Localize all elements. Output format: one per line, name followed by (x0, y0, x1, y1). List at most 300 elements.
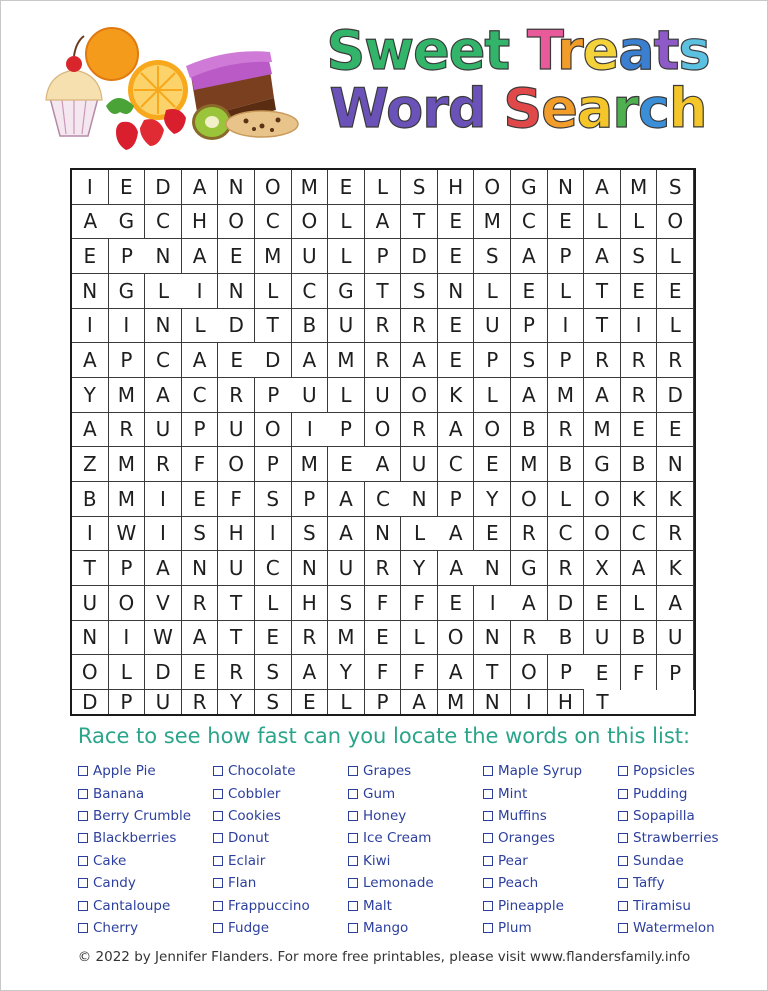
grid-cell[interactable]: B (548, 447, 585, 482)
grid-cell[interactable]: E (182, 655, 219, 690)
grid-cell[interactable]: W (109, 517, 146, 552)
checkbox-icon[interactable] (78, 811, 88, 821)
grid-cell[interactable]: P (292, 482, 329, 517)
grid-cell[interactable]: S (621, 239, 658, 274)
grid-cell[interactable]: P (548, 655, 585, 690)
grid-cell[interactable]: E (511, 274, 548, 309)
checkbox-icon[interactable] (348, 856, 358, 866)
grid-cell[interactable]: O (474, 413, 511, 448)
checkbox-icon[interactable] (348, 923, 358, 933)
grid-cell[interactable]: A (182, 239, 219, 274)
grid-cell[interactable]: U (218, 413, 255, 448)
grid-cell[interactable]: A (438, 655, 475, 690)
word-list-item[interactable] (213, 782, 348, 804)
grid-cell[interactable]: R (621, 378, 658, 413)
grid-cell[interactable]: L (657, 309, 694, 344)
grid-cell[interactable]: P (109, 551, 146, 586)
word-list-item[interactable] (483, 894, 618, 916)
grid-cell[interactable]: C (255, 551, 292, 586)
checkbox-icon[interactable] (483, 789, 493, 799)
word-list-item[interactable] (213, 827, 348, 849)
grid-cell[interactable]: O (218, 205, 255, 240)
grid-cell[interactable]: D (145, 170, 182, 205)
grid-cell[interactable]: F (401, 586, 438, 621)
grid-cell[interactable]: L (621, 205, 658, 240)
checkbox-icon[interactable] (78, 878, 88, 888)
word-list-item[interactable] (618, 782, 753, 804)
grid-cell[interactable]: E (255, 621, 292, 656)
grid-cell[interactable]: G (584, 447, 621, 482)
checkbox-icon[interactable] (348, 766, 358, 776)
word-list-item[interactable] (348, 894, 483, 916)
grid-cell[interactable]: T (218, 586, 255, 621)
grid-cell[interactable]: L (255, 274, 292, 309)
grid-cell[interactable]: T (584, 274, 621, 309)
grid-cell[interactable]: P (255, 447, 292, 482)
grid-cell[interactable]: A (365, 205, 402, 240)
grid-cell[interactable]: T (584, 309, 621, 344)
grid-cell[interactable]: L (548, 482, 585, 517)
grid-cell[interactable]: M (511, 447, 548, 482)
grid-cell[interactable]: T (474, 655, 511, 690)
grid-cell[interactable]: L (109, 655, 146, 690)
grid-cell[interactable]: H (218, 517, 255, 552)
grid-cell[interactable]: U (328, 551, 365, 586)
grid-cell[interactable]: A (621, 551, 658, 586)
grid-cell[interactable]: E (584, 655, 621, 690)
grid-cell[interactable]: M (438, 690, 475, 714)
grid-cell[interactable]: O (474, 170, 511, 205)
word-list-item[interactable] (618, 872, 753, 894)
grid-cell[interactable]: E (474, 517, 511, 552)
checkbox-icon[interactable] (618, 878, 628, 888)
grid-cell[interactable]: A (72, 343, 109, 378)
grid-cell[interactable]: D (72, 690, 109, 714)
grid-cell[interactable]: M (548, 378, 585, 413)
grid-cell[interactable]: P (365, 690, 402, 714)
grid-cell[interactable]: P (255, 378, 292, 413)
grid-cell[interactable]: L (255, 586, 292, 621)
grid-cell[interactable]: O (292, 205, 329, 240)
grid-cell[interactable]: E (657, 274, 694, 309)
word-list-item[interactable] (213, 850, 348, 872)
grid-cell[interactable]: L (548, 274, 585, 309)
word-list-item[interactable] (348, 850, 483, 872)
grid-cell[interactable]: Y (474, 482, 511, 517)
checkbox-icon[interactable] (348, 901, 358, 911)
word-list-item[interactable] (348, 917, 483, 939)
grid-cell[interactable]: P (109, 690, 146, 714)
grid-cell[interactable]: U (292, 239, 329, 274)
grid-cell[interactable]: S (474, 239, 511, 274)
grid-cell[interactable]: O (255, 413, 292, 448)
grid-cell[interactable]: C (292, 274, 329, 309)
grid-cell[interactable]: D (401, 239, 438, 274)
word-list-item[interactable] (618, 894, 753, 916)
grid-cell[interactable]: A (584, 239, 621, 274)
grid-cell[interactable]: K (621, 482, 658, 517)
grid-cell[interactable]: G (328, 274, 365, 309)
grid-cell[interactable]: I (145, 482, 182, 517)
checkbox-icon[interactable] (348, 878, 358, 888)
grid-cell[interactable]: A (328, 517, 365, 552)
grid-cell[interactable]: X (584, 551, 621, 586)
grid-cell[interactable]: S (255, 690, 292, 714)
checkbox-icon[interactable] (213, 878, 223, 888)
checkbox-icon[interactable] (618, 856, 628, 866)
checkbox-icon[interactable] (348, 789, 358, 799)
grid-cell[interactable]: S (328, 586, 365, 621)
grid-cell[interactable]: S (292, 517, 329, 552)
grid-cell[interactable]: E (621, 274, 658, 309)
grid-cell[interactable]: R (511, 517, 548, 552)
grid-cell[interactable]: C (548, 517, 585, 552)
word-list-item[interactable] (213, 894, 348, 916)
grid-cell[interactable]: D (548, 586, 585, 621)
grid-cell[interactable]: U (72, 586, 109, 621)
grid-cell[interactable]: N (548, 170, 585, 205)
grid-cell[interactable]: G (109, 274, 146, 309)
grid-cell[interactable]: D (218, 309, 255, 344)
grid-cell[interactable]: H (548, 690, 585, 714)
grid-cell[interactable]: N (72, 621, 109, 656)
grid-cell[interactable]: R (365, 309, 402, 344)
grid-cell[interactable]: S (401, 170, 438, 205)
grid-cell[interactable]: E (438, 205, 475, 240)
grid-cell[interactable]: E (438, 309, 475, 344)
word-list-item[interactable] (483, 827, 618, 849)
grid-cell[interactable]: Y (72, 378, 109, 413)
grid-cell[interactable]: I (109, 309, 146, 344)
grid-cell[interactable]: A (365, 447, 402, 482)
grid-cell[interactable]: N (218, 170, 255, 205)
checkbox-icon[interactable] (483, 833, 493, 843)
grid-cell[interactable]: M (109, 378, 146, 413)
grid-cell[interactable]: O (584, 517, 621, 552)
grid-cell[interactable]: I (621, 309, 658, 344)
checkbox-icon[interactable] (78, 856, 88, 866)
grid-cell[interactable]: N (72, 274, 109, 309)
grid-cell[interactable]: A (182, 621, 219, 656)
checkbox-icon[interactable] (483, 923, 493, 933)
grid-cell[interactable]: O (511, 482, 548, 517)
grid-cell[interactable]: N (365, 517, 402, 552)
grid-cell[interactable]: M (292, 170, 329, 205)
grid-cell[interactable]: C (255, 205, 292, 240)
grid-cell[interactable]: R (292, 621, 329, 656)
checkbox-icon[interactable] (618, 811, 628, 821)
word-list-item[interactable] (213, 872, 348, 894)
grid-cell[interactable]: B (511, 413, 548, 448)
grid-cell[interactable]: A (182, 343, 219, 378)
grid-cell[interactable]: T (365, 274, 402, 309)
word-list-item[interactable] (348, 760, 483, 782)
grid-cell[interactable]: A (401, 343, 438, 378)
grid-cell[interactable]: I (474, 586, 511, 621)
grid-cell[interactable]: U (584, 621, 621, 656)
grid-cell[interactable]: E (218, 239, 255, 274)
checkbox-icon[interactable] (348, 833, 358, 843)
word-list-item[interactable] (78, 850, 213, 872)
word-list-item[interactable] (78, 894, 213, 916)
grid-cell[interactable]: P (365, 239, 402, 274)
grid-cell[interactable]: R (401, 309, 438, 344)
grid-cell[interactable]: M (292, 447, 329, 482)
grid-cell[interactable]: M (474, 205, 511, 240)
grid-cell[interactable]: R (218, 378, 255, 413)
grid-cell[interactable]: F (218, 482, 255, 517)
grid-cell[interactable]: C (145, 205, 182, 240)
grid-cell[interactable]: O (218, 447, 255, 482)
checkbox-icon[interactable] (483, 811, 493, 821)
word-list-item[interactable] (348, 782, 483, 804)
grid-cell[interactable]: I (255, 517, 292, 552)
grid-cell[interactable]: U (365, 378, 402, 413)
word-list-item[interactable] (483, 872, 618, 894)
grid-cell[interactable]: P (548, 239, 585, 274)
grid-cell[interactable]: I (182, 274, 219, 309)
checkbox-icon[interactable] (213, 923, 223, 933)
grid-cell[interactable]: E (621, 413, 658, 448)
checkbox-icon[interactable] (78, 789, 88, 799)
grid-cell[interactable]: Y (328, 655, 365, 690)
grid-cell[interactable]: A (657, 586, 694, 621)
grid-cell[interactable]: N (474, 621, 511, 656)
grid-cell[interactable]: O (109, 586, 146, 621)
grid-cell[interactable]: K (438, 378, 475, 413)
word-list-item[interactable] (348, 827, 483, 849)
grid-cell[interactable]: M (584, 413, 621, 448)
grid-cell[interactable]: E (365, 621, 402, 656)
grid-cell[interactable]: M (328, 621, 365, 656)
grid-cell[interactable]: O (657, 205, 694, 240)
grid-cell[interactable]: R (401, 413, 438, 448)
grid-cell[interactable]: N (474, 551, 511, 586)
grid-cell[interactable]: K (657, 482, 694, 517)
grid-cell[interactable]: N (401, 482, 438, 517)
grid-cell[interactable]: T (401, 205, 438, 240)
grid-cell[interactable]: P (438, 482, 475, 517)
grid-cell[interactable]: N (438, 274, 475, 309)
word-list-item[interactable] (78, 827, 213, 849)
grid-cell[interactable]: E (474, 447, 511, 482)
grid-cell[interactable]: D (255, 343, 292, 378)
grid-cell[interactable]: A (145, 551, 182, 586)
grid-cell[interactable]: R (182, 690, 219, 714)
grid-cell[interactable]: L (365, 170, 402, 205)
checkbox-icon[interactable] (213, 766, 223, 776)
grid-cell[interactable]: W (145, 621, 182, 656)
grid-cell[interactable]: P (328, 413, 365, 448)
word-list-item[interactable] (483, 850, 618, 872)
grid-cell[interactable]: I (145, 517, 182, 552)
grid-cell[interactable]: T (72, 551, 109, 586)
grid-cell[interactable]: U (657, 621, 694, 656)
grid-cell[interactable]: L (145, 274, 182, 309)
grid-cell[interactable]: A (72, 205, 109, 240)
grid-cell[interactable]: R (621, 343, 658, 378)
checkbox-icon[interactable] (618, 901, 628, 911)
grid-cell[interactable]: N (474, 690, 511, 714)
grid-cell[interactable]: S (255, 655, 292, 690)
grid-cell[interactable]: G (109, 205, 146, 240)
grid-cell[interactable]: L (474, 274, 511, 309)
grid-cell[interactable]: I (548, 309, 585, 344)
checkbox-icon[interactable] (78, 766, 88, 776)
grid-cell[interactable]: P (511, 309, 548, 344)
checkbox-icon[interactable] (78, 901, 88, 911)
checkbox-icon[interactable] (483, 766, 493, 776)
grid-cell[interactable]: E (438, 239, 475, 274)
grid-cell[interactable]: R (548, 413, 585, 448)
grid-cell[interactable]: C (365, 482, 402, 517)
grid-cell[interactable]: E (182, 482, 219, 517)
grid-cell[interactable]: F (365, 655, 402, 690)
word-list-item[interactable] (483, 760, 618, 782)
checkbox-icon[interactable] (483, 901, 493, 911)
grid-cell[interactable]: P (548, 343, 585, 378)
grid-cell[interactable]: I (72, 170, 109, 205)
grid-cell[interactable]: M (255, 239, 292, 274)
grid-cell[interactable]: U (218, 551, 255, 586)
grid-cell[interactable]: T (218, 621, 255, 656)
grid-cell[interactable]: B (548, 621, 585, 656)
grid-cell[interactable]: A (511, 239, 548, 274)
word-list-item[interactable] (213, 805, 348, 827)
grid-cell[interactable]: H (438, 170, 475, 205)
grid-cell[interactable]: N (657, 447, 694, 482)
grid-cell[interactable]: A (72, 413, 109, 448)
grid-cell[interactable]: R (584, 343, 621, 378)
checkbox-icon[interactable] (213, 856, 223, 866)
grid-cell[interactable]: C (621, 517, 658, 552)
grid-cell[interactable]: R (365, 343, 402, 378)
grid-cell[interactable]: O (72, 655, 109, 690)
grid-cell[interactable]: M (328, 343, 365, 378)
grid-cell[interactable]: O (511, 655, 548, 690)
checkbox-icon[interactable] (78, 923, 88, 933)
grid-cell[interactable]: I (511, 690, 548, 714)
grid-cell[interactable]: R (145, 447, 182, 482)
grid-cell[interactable]: R (109, 413, 146, 448)
grid-cell[interactable]: L (328, 378, 365, 413)
grid-cell[interactable]: M (109, 447, 146, 482)
grid-cell[interactable]: R (657, 517, 694, 552)
word-list-item[interactable] (618, 850, 753, 872)
grid-cell[interactable]: K (657, 551, 694, 586)
checkbox-icon[interactable] (618, 789, 628, 799)
grid-cell[interactable]: E (292, 690, 329, 714)
grid-cell[interactable]: G (511, 551, 548, 586)
grid-cell[interactable]: V (145, 586, 182, 621)
grid-cell[interactable]: R (365, 551, 402, 586)
checkbox-icon[interactable] (618, 833, 628, 843)
grid-cell[interactable]: S (511, 343, 548, 378)
grid-cell[interactable]: S (657, 170, 694, 205)
grid-cell[interactable]: E (72, 239, 109, 274)
grid-cell[interactable]: A (584, 378, 621, 413)
grid-cell[interactable]: C (511, 205, 548, 240)
word-list-item[interactable] (483, 917, 618, 939)
word-list-item[interactable] (213, 760, 348, 782)
grid-cell[interactable]: U (401, 447, 438, 482)
grid-cell[interactable]: C (145, 343, 182, 378)
grid-cell[interactable]: E (328, 170, 365, 205)
grid-cell[interactable]: T (255, 309, 292, 344)
grid-cell[interactable]: H (182, 205, 219, 240)
grid-cell[interactable]: E (584, 586, 621, 621)
checkbox-icon[interactable] (213, 811, 223, 821)
grid-cell[interactable]: D (145, 655, 182, 690)
grid-cell[interactable]: I (109, 621, 146, 656)
word-list-item[interactable] (78, 872, 213, 894)
word-list-item[interactable] (78, 805, 213, 827)
grid-cell[interactable]: M (621, 170, 658, 205)
grid-cell[interactable]: L (474, 378, 511, 413)
grid-cell[interactable]: F (182, 447, 219, 482)
grid-cell[interactable]: P (109, 343, 146, 378)
grid-cell[interactable]: L (584, 205, 621, 240)
grid-cell[interactable]: R (548, 551, 585, 586)
grid-cell[interactable]: U (474, 309, 511, 344)
grid-cell[interactable]: U (145, 413, 182, 448)
grid-cell[interactable]: A (182, 170, 219, 205)
grid-cell[interactable]: O (365, 413, 402, 448)
grid-cell[interactable]: D (657, 378, 694, 413)
grid-cell[interactable]: L (328, 205, 365, 240)
checkbox-icon[interactable] (213, 901, 223, 911)
grid-cell[interactable]: G (511, 170, 548, 205)
word-list-item[interactable] (78, 782, 213, 804)
grid-cell[interactable]: U (145, 690, 182, 714)
grid-cell[interactable]: N (292, 551, 329, 586)
grid-cell[interactable]: R (218, 655, 255, 690)
grid-cell[interactable]: P (657, 655, 694, 690)
word-list-item[interactable] (348, 872, 483, 894)
grid-cell[interactable]: O (584, 482, 621, 517)
grid-cell[interactable]: A (511, 586, 548, 621)
word-list-item[interactable] (618, 917, 753, 939)
grid-cell[interactable]: P (109, 239, 146, 274)
grid-cell[interactable]: R (657, 343, 694, 378)
grid-cell[interactable]: E (218, 343, 255, 378)
checkbox-icon[interactable] (618, 923, 628, 933)
grid-cell[interactable]: E (438, 343, 475, 378)
word-list-item[interactable] (78, 760, 213, 782)
grid-cell[interactable]: A (145, 378, 182, 413)
word-list-item[interactable] (483, 782, 618, 804)
grid-cell[interactable]: A (328, 482, 365, 517)
checkbox-icon[interactable] (483, 856, 493, 866)
grid-cell[interactable]: L (401, 517, 438, 552)
word-list-item[interactable] (348, 805, 483, 827)
grid-cell[interactable]: A (438, 517, 475, 552)
grid-cell[interactable]: A (438, 413, 475, 448)
grid-cell[interactable]: U (292, 378, 329, 413)
grid-cell[interactable]: A (511, 378, 548, 413)
grid-cell[interactable]: B (72, 482, 109, 517)
grid-cell[interactable]: L (657, 239, 694, 274)
grid-cell[interactable]: S (182, 517, 219, 552)
grid-cell[interactable]: P (474, 343, 511, 378)
grid-cell[interactable]: R (182, 586, 219, 621)
grid-cell[interactable]: Y (218, 690, 255, 714)
grid-cell[interactable]: B (621, 621, 658, 656)
grid-cell[interactable]: L (328, 690, 365, 714)
grid-cell[interactable]: F (401, 655, 438, 690)
grid-cell[interactable]: A (401, 690, 438, 714)
grid-cell[interactable]: L (401, 621, 438, 656)
